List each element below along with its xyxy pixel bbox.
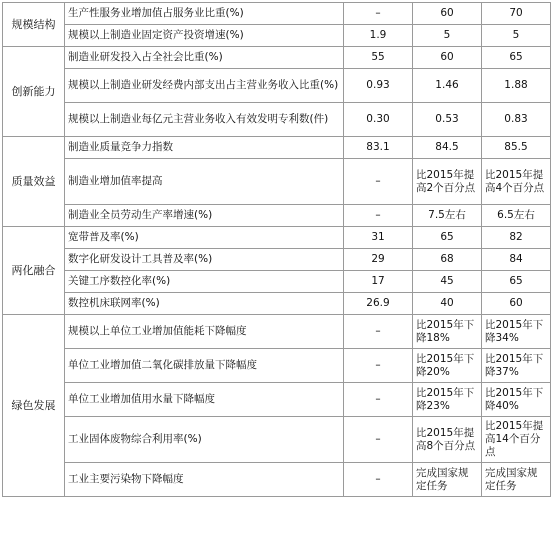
- value-2025-text: 比2015年下降37%: [485, 352, 544, 378]
- table-row: [3, 271, 551, 293]
- indicator-cell: 数控机床联网率(%): [65, 293, 344, 315]
- value-2020-cell: [413, 249, 482, 271]
- value-2025-cell: [482, 25, 551, 47]
- value-2015-cell: –: [344, 3, 413, 25]
- indicator-cell: 单位工业增加值用水量下降幅度: [65, 383, 344, 417]
- value-2025-text: 比2015年提高14个百分点: [485, 420, 544, 458]
- value-2015-cell: –: [344, 205, 413, 227]
- value-2020-text: 45: [440, 275, 454, 287]
- category-cell: 质量效益: [3, 137, 65, 227]
- table-row: [3, 205, 551, 227]
- value-2025-cell: [482, 249, 551, 271]
- table-row: [3, 25, 551, 47]
- value-2015-cell: –: [344, 159, 413, 205]
- value-2015-cell: 0.30: [344, 103, 413, 137]
- value-2025-cell: [482, 349, 551, 383]
- value-2025-text: 84: [509, 253, 523, 265]
- value-2015-cell: 17: [344, 271, 413, 293]
- value-2025-cell: [482, 417, 551, 463]
- value-2025-text: 65: [509, 51, 523, 63]
- value-2015-cell: –: [344, 463, 413, 497]
- indicator-cell: 制造业研发投入占全社会比重(%): [65, 47, 344, 69]
- value-2025-cell: [482, 47, 551, 69]
- table-row: [3, 3, 551, 25]
- value-2025-text: 82: [509, 231, 523, 243]
- value-2015-cell: –: [344, 417, 413, 463]
- table-row: [3, 159, 551, 205]
- value-2020-cell: [413, 463, 482, 497]
- value-2020-text: 1.46: [435, 79, 459, 91]
- value-2020-cell: [413, 25, 482, 47]
- indicator-cell: 规模以上制造业研发经费内部支出占主营业务收入比重(%): [65, 69, 344, 103]
- value-2020-cell: [413, 271, 482, 293]
- value-2025-text: 1.88: [504, 79, 528, 91]
- value-2020-cell: [413, 103, 482, 137]
- table-row: [3, 315, 551, 349]
- value-2015-cell: –: [344, 383, 413, 417]
- value-2025-text: 70: [509, 7, 523, 19]
- value-2025-cell: [482, 137, 551, 159]
- value-2020-text: 60: [440, 7, 454, 19]
- table-row: [3, 349, 551, 383]
- value-2025-cell: [482, 69, 551, 103]
- indicator-cell: 关键工序数控化率(%): [65, 271, 344, 293]
- value-2020-cell: [413, 293, 482, 315]
- table-row: [3, 383, 551, 417]
- indicator-cell: 制造业增加值率提高: [65, 159, 344, 205]
- value-2020-cell: [413, 349, 482, 383]
- value-2015-cell: 29: [344, 249, 413, 271]
- category-cell: 创新能力: [3, 47, 65, 137]
- value-2025-text: 85.5: [504, 141, 528, 153]
- value-2025-cell: [482, 315, 551, 349]
- value-2015-cell: –: [344, 349, 413, 383]
- value-2015-cell: 1.9: [344, 25, 413, 47]
- value-2020-text: 比2015年提高8个百分点: [416, 426, 476, 452]
- table-row: [3, 417, 551, 463]
- indicator-cell: 单位工业增加值二氧化碳排放量下降幅度: [65, 349, 344, 383]
- value-2020-text: 比2015年下降18%: [416, 318, 475, 344]
- value-2015-cell: 31: [344, 227, 413, 249]
- value-2020-text: 比2015年下降20%: [416, 352, 475, 378]
- value-2020-text: 7.5左右: [428, 209, 466, 221]
- table-row: [3, 293, 551, 315]
- indicator-cell: 数字化研发设计工具普及率(%): [65, 249, 344, 271]
- indicator-cell: 制造业质量竞争力指数: [65, 137, 344, 159]
- value-2020-text: 40: [440, 297, 454, 309]
- indicator-cell: 规模以上制造业每亿元主营业务收入有效发明专利数(件): [65, 103, 344, 137]
- table-row: [3, 463, 551, 497]
- value-2020-cell: [413, 383, 482, 417]
- value-2020-text: 65: [440, 231, 454, 243]
- value-2025-cell: [482, 159, 551, 205]
- value-2025-cell: [482, 205, 551, 227]
- value-2020-cell: [413, 47, 482, 69]
- indicator-table: [2, 2, 551, 497]
- indicator-cell: 生产性服务业增加值占服务业比重(%): [65, 3, 344, 25]
- value-2020-text: 5: [443, 29, 451, 41]
- value-2020-cell: [413, 227, 482, 249]
- indicator-cell: 工业主要污染物下降幅度: [65, 463, 344, 497]
- table-row: [3, 227, 551, 249]
- value-2015-cell: 26.9: [344, 293, 413, 315]
- category-cell: 绿色发展: [3, 315, 65, 497]
- value-2025-cell: [482, 463, 551, 497]
- indicator-cell: 规模以上制造业固定资产投资增速(%): [65, 25, 344, 47]
- value-2020-text: 比2015年提高2个百分点: [416, 168, 476, 194]
- value-2020-cell: [413, 417, 482, 463]
- value-2025-text: 6.5左右: [497, 209, 535, 221]
- value-2020-text: 68: [440, 253, 454, 265]
- indicator-cell: 工业固体废物综合利用率(%): [65, 417, 344, 463]
- value-2015-cell: 83.1: [344, 137, 413, 159]
- value-2020-text: 60: [440, 51, 454, 63]
- table-row: [3, 47, 551, 69]
- value-2025-text: 5: [512, 29, 520, 41]
- value-2020-cell: [413, 3, 482, 25]
- value-2015-cell: –: [344, 315, 413, 349]
- value-2025-text: 比2015年下降34%: [485, 318, 544, 344]
- value-2025-cell: [482, 271, 551, 293]
- indicator-cell: 制造业全员劳动生产率增速(%): [65, 205, 344, 227]
- value-2020-text: 84.5: [435, 141, 459, 153]
- value-2020-cell: [413, 205, 482, 227]
- table-row: [3, 137, 551, 159]
- value-2020-cell: [413, 137, 482, 159]
- value-2025-text: 60: [509, 297, 523, 309]
- table-row: [3, 249, 551, 271]
- value-2020-cell: [413, 315, 482, 349]
- value-2025-cell: [482, 103, 551, 137]
- category-cell: 两化融合: [3, 227, 65, 315]
- indicator-cell: 宽带普及率(%): [65, 227, 344, 249]
- indicator-cell: 规模以上单位工业增加值能耗下降幅度: [65, 315, 344, 349]
- value-2025-cell: [482, 383, 551, 417]
- value-2015-cell: 0.93: [344, 69, 413, 103]
- value-2025-cell: [482, 227, 551, 249]
- value-2025-text: 比2015年提高4个百分点: [485, 168, 545, 194]
- category-cell: 规模结构: [3, 3, 65, 47]
- value-2025-cell: [482, 293, 551, 315]
- value-2025-text: 比2015年下降40%: [485, 386, 544, 412]
- value-2025-text: 完成国家规定任务: [485, 466, 538, 492]
- value-2020-cell: [413, 159, 482, 205]
- value-2020-cell: [413, 69, 482, 103]
- value-2025-text: 0.83: [504, 113, 528, 125]
- value-2015-cell: 55: [344, 47, 413, 69]
- value-2020-text: 完成国家规定任务: [416, 466, 469, 492]
- value-2025-text: 65: [509, 275, 523, 287]
- value-2020-text: 比2015年下降23%: [416, 386, 475, 412]
- table-row: [3, 103, 551, 137]
- value-2020-text: 0.53: [435, 113, 459, 125]
- table-row: [3, 69, 551, 103]
- value-2025-cell: [482, 3, 551, 25]
